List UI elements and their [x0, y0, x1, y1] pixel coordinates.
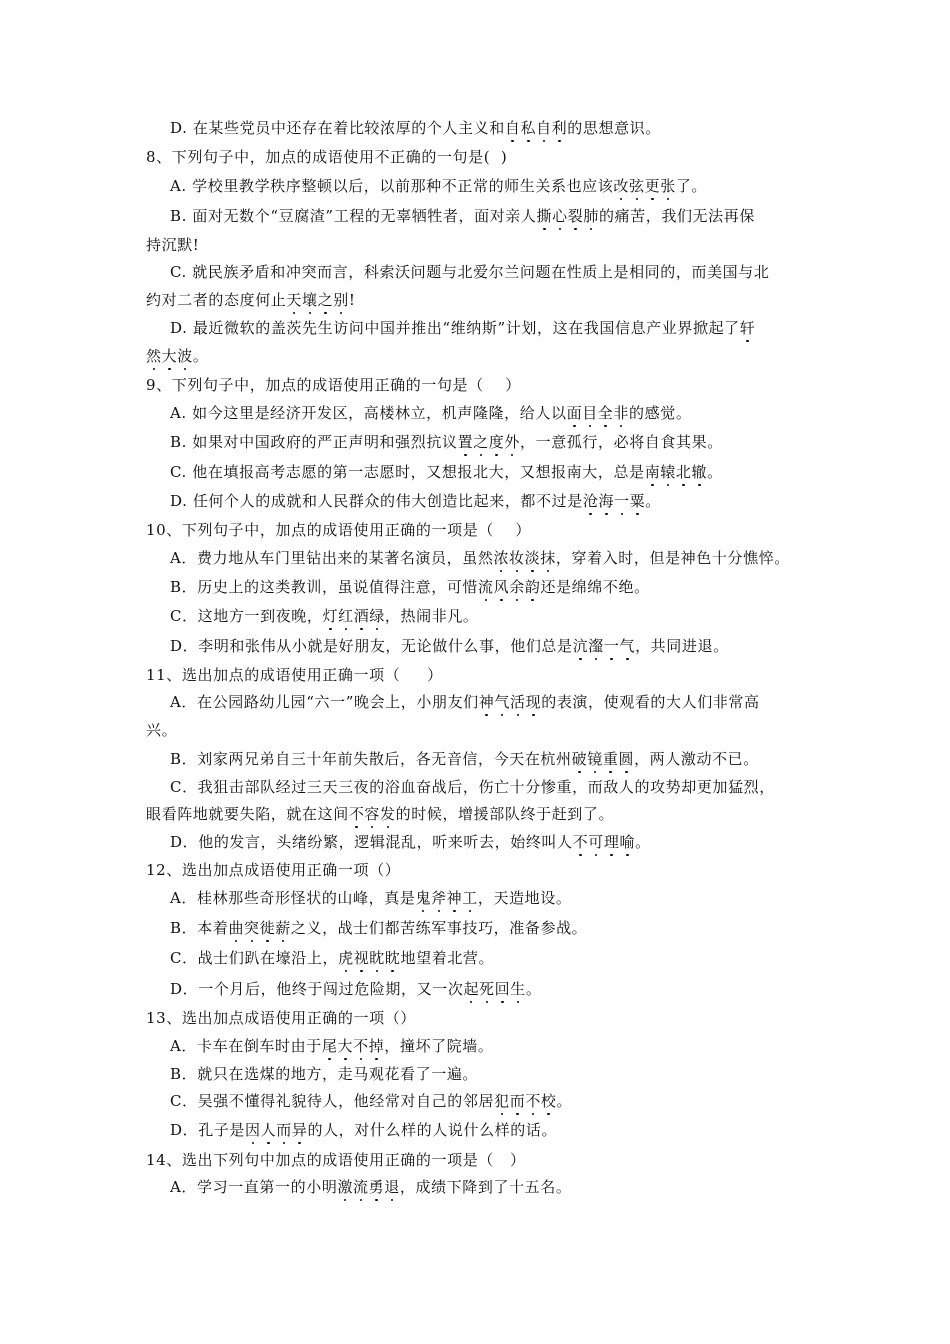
question-13-option-a — [170, 1036, 810, 1056]
line-text: A．卡车在倒车时由于 — [170, 1037, 322, 1055]
line-text: 持沉默! — [146, 236, 200, 254]
emphasized-idiom — [613, 177, 675, 195]
emphasis-dot-char: 大 — [161, 347, 178, 365]
line-text: C. 他在填报高考志愿的第一志愿时，又想报北大，又想报南大，总是 — [170, 463, 645, 481]
emphasis-dot-char: 斧 — [431, 889, 447, 907]
emphasis-dot-char: 心 — [552, 207, 568, 225]
emphasized-idiom — [322, 1037, 384, 1055]
emphasis-dot-char: 异 — [291, 1121, 308, 1139]
emphasis-dot-char: 重 — [602, 750, 619, 768]
emphasis-dot-char: 薪 — [275, 919, 291, 937]
question-10-title — [146, 520, 810, 540]
line-text: A. 学校里教学秩序整顿以后，以前那种不正常的师生关系也应该 — [170, 177, 614, 195]
emphasized-idiom — [567, 404, 629, 422]
emphasis-dot-char: 弦 — [628, 177, 645, 195]
emphasis-dot-char: 因 — [245, 1121, 261, 1139]
emphasis-dot-char: 妆 — [509, 549, 525, 567]
emphasized-idiom — [740, 319, 756, 337]
line-text: 还是绵绵不绝。 — [540, 578, 650, 596]
question-9-option-b — [170, 432, 810, 452]
emphasis-dot-char: 淡 — [524, 549, 541, 567]
emphasis-dot-char: 退 — [384, 1178, 400, 1196]
line-text: A．桂林那些奇形怪状的山峰，真是 — [170, 889, 416, 907]
line-text: 。 — [645, 492, 661, 510]
emphasis-dot-char: 校 — [540, 1092, 557, 1110]
emphasis-dot-char: 酒 — [353, 607, 370, 625]
emphasis-dot-char: 然 — [146, 347, 162, 365]
line-text: 之义，战士们都苦练军事技巧，准备参战。 — [290, 919, 588, 937]
emphasis-dot-char: 自 — [536, 119, 552, 137]
line-text: B．刘家两兄弟自三十年前失散后，各无音信，今天在杭州 — [170, 750, 572, 768]
emphasis-dot-char: 改 — [613, 177, 629, 195]
line-text: 。 — [635, 833, 651, 851]
question-14-title — [146, 1150, 810, 1170]
emphasis-dot-char: 非 — [613, 404, 630, 422]
line-text: 10、下列句子中，加点的成语使用正确的一项是（ ） — [146, 521, 531, 539]
emphasis-dot-char: 犯 — [494, 1092, 510, 1110]
line-text: B．历史上的这类教训，虽说值得注意，可惜 — [170, 578, 479, 596]
question-12-option-b — [170, 918, 810, 938]
line-text: 14、选出下列句中加点的成语使用正确的一项是（ ） — [146, 1151, 526, 1169]
line-text: ，共同进退。 — [635, 637, 729, 655]
question-11-title — [146, 665, 810, 685]
emphasis-dot-char: 气 — [619, 637, 636, 655]
emphasis-dot-char: 更 — [644, 177, 661, 195]
emphasis-dot-char: 大 — [337, 1037, 354, 1055]
line-text: 眼看阵地就要失陷，就在这间 — [146, 805, 349, 823]
emphasis-dot-char: 神 — [446, 889, 463, 907]
question-12-option-d — [170, 979, 810, 999]
question-13-option-d — [170, 1120, 810, 1140]
emphasized-idiom — [463, 980, 525, 998]
emphasis-dot-char: 北 — [675, 463, 692, 481]
emphasis-dot-char: 气 — [494, 693, 510, 711]
emphasis-dot-char: 镜 — [587, 750, 603, 768]
emphasis-dot-char: 眈 — [384, 949, 401, 967]
line-text: 了。 — [675, 177, 708, 195]
emphasis-dot-char: 人 — [260, 1121, 277, 1139]
emphasis-dot-char: 活 — [510, 693, 526, 711]
emphasized-idiom — [583, 492, 645, 510]
emphasized-idiom — [645, 463, 707, 481]
question-12-option-c — [170, 948, 810, 968]
question-9-option-d — [170, 491, 810, 511]
line-text: B．本着 — [170, 919, 229, 937]
emphasis-dot-char: 张 — [660, 177, 676, 195]
emphasis-dot-char: 抹 — [540, 549, 556, 567]
emphasis-dot-char: 尾 — [321, 1037, 338, 1055]
line-text: D．孔子是 — [170, 1121, 246, 1139]
emphasis-dot-char: 徙 — [259, 919, 276, 937]
question-8-option-b — [170, 206, 810, 226]
emphasis-dot-char: 掉 — [368, 1037, 385, 1055]
emphasis-dot-char: 可 — [588, 833, 604, 851]
emphasis-dot-char: 生 — [510, 980, 526, 998]
question-11-option-a-cont — [146, 720, 810, 740]
emphasis-dot-char: 韵 — [524, 578, 541, 596]
line-text: 11、选出加点的成语使用正确一项（ ） — [146, 666, 443, 684]
line-text: 约对二者的态度何止 — [146, 291, 287, 309]
line-text: C. 就民族矛盾和冲突而言，科索沃问题与北爱尔兰问题在性质上是相同的，而美国与北 — [170, 263, 770, 281]
emphasis-dot-char: 沆 — [572, 637, 589, 655]
emphasis-dot-char: 流 — [478, 578, 494, 596]
emphasis-dot-char: 不 — [572, 833, 589, 851]
question-11-option-c-cont — [146, 804, 810, 824]
emphasis-dot-char: 灯 — [322, 607, 339, 625]
emphasized-idiom — [573, 637, 635, 655]
emphasized-idiom — [415, 889, 477, 907]
line-text: ，两人激动不已。 — [634, 750, 759, 768]
line-text: 13、选出加点成语使用正确的一项（） — [146, 1009, 416, 1027]
emphasis-dot-char: 视 — [353, 949, 370, 967]
emphasis-dot-char: 裂 — [567, 207, 584, 225]
line-text: 8、下列句子中，加点的成语使用不正确的一句是( ) — [146, 148, 508, 166]
emphasis-dot-char: 起 — [463, 980, 480, 998]
emphasis-dot-char: 辙 — [691, 463, 708, 481]
emphasized-idiom — [494, 1092, 556, 1110]
emphasis-dot-char: 回 — [494, 980, 511, 998]
line-text: C．吴强不懂得礼貌待人，他经常对自己的邻居 — [170, 1092, 495, 1110]
emphasized-idiom — [338, 949, 400, 967]
emphasis-dot-char: 死 — [479, 980, 495, 998]
emphasis-dot-char: 鬼 — [415, 889, 432, 907]
line-text: 的思想意识。 — [567, 119, 661, 137]
emphasis-dot-char: 浓 — [493, 549, 510, 567]
emphasis-dot-char: 自 — [504, 119, 521, 137]
question-8-title — [146, 147, 810, 167]
line-text: D．他的发言，头绪纷繁，逻辑混乱，听来听去，始终叫人 — [170, 833, 573, 851]
line-text: 的表演，使观看的大人们非常高 — [541, 693, 760, 711]
question-13-title — [146, 1008, 810, 1028]
line-text: 12、选出加点成语使用正确一项（） — [146, 861, 401, 879]
line-text: C．这地方一到夜晚， — [170, 607, 323, 625]
emphasis-dot-char: 喻 — [619, 833, 636, 851]
question-11-option-d — [170, 832, 810, 852]
emphasis-dot-char: 之 — [317, 291, 334, 309]
line-text: C．我狙击部队经过三天三夜的浴血奋战后，伤亡十分惨重，而敌人的攻势却更加猛烈， — [170, 778, 775, 796]
emphasis-dot-char: 粟 — [629, 492, 646, 510]
question-11-option-a — [170, 692, 810, 712]
emphasis-dot-char: 面 — [566, 404, 583, 422]
question-12-title — [146, 860, 810, 880]
emphasis-dot-char: 海 — [598, 492, 615, 510]
line-text: D. 在某些党员中还存在着比较浓厚的个人主义和 — [170, 119, 505, 137]
question-14-option-a — [170, 1177, 810, 1197]
emphasized-idiom — [245, 1121, 307, 1139]
emphasis-dot-char: 利 — [551, 119, 568, 137]
question-12-option-a — [170, 888, 810, 908]
line-text: 。 — [525, 980, 542, 998]
question-8-option-a — [170, 176, 810, 196]
emphasis-dot-char: 红 — [338, 607, 354, 625]
emphasis-dot-char: 绿 — [369, 607, 385, 625]
question-8-option-d-cont — [146, 346, 810, 366]
emphasized-idiom — [286, 291, 348, 309]
emphasized-idiom — [228, 919, 290, 937]
emphasized-idiom — [478, 578, 540, 596]
emphasized-idiom — [505, 119, 567, 137]
emphasis-dot-char: 不 — [353, 1037, 369, 1055]
emphasis-dot-char: 神 — [478, 693, 495, 711]
emphasis-dot-char: 破 — [571, 750, 588, 768]
emphasis-dot-char: 而 — [509, 1092, 526, 1110]
line-text: A．在公园路幼儿园“六一”晚会上，小朋友们 — [170, 693, 479, 711]
emphasis-dot-char: 突 — [244, 919, 260, 937]
emphasis-dot-char: 目 — [582, 404, 598, 422]
line-text: D. 任何个人的成就和人民群众的伟大创造比起来，都不过是 — [170, 492, 583, 510]
line-text: 地望着北营。 — [400, 949, 495, 967]
line-text: 9、下列句子中，加点的成语使用正确的一句是（ ） — [146, 376, 521, 394]
question-11-option-c — [170, 777, 810, 797]
line-text: ，成绩下降到了十五名。 — [399, 1178, 572, 1196]
question-8-option-b-cont — [146, 235, 810, 255]
emphasis-dot-char: 余 — [509, 578, 525, 596]
emphasis-dot-char: 勇 — [368, 1178, 385, 1196]
emphasis-dot-char: 外 — [504, 433, 520, 451]
emphasis-dot-char: 之 — [473, 433, 489, 451]
emphasized-idiom — [573, 833, 635, 851]
option-d-line — [170, 118, 810, 138]
line-text: 的痛苦，我们无法再保 — [598, 207, 755, 225]
emphasized-idiom — [322, 607, 384, 625]
line-text: D. 最近微软的盖茨先生访问中国并推出“维纳斯”计划，这在我国信息产业界掀起了 — [170, 319, 740, 337]
emphasis-dot-char: 肺 — [583, 207, 599, 225]
emphasized-idiom — [458, 433, 520, 451]
emphasis-dot-char: 全 — [597, 404, 614, 422]
line-text: 的人，对什么样的人说什么样的话。 — [307, 1121, 558, 1139]
question-8-option-c — [170, 262, 810, 282]
line-text: D．一个月后，他终于闯过危险期，又一次 — [170, 980, 464, 998]
question-9-option-a — [170, 403, 810, 423]
emphasis-dot-char: 理 — [603, 833, 620, 851]
question-10-option-d — [170, 636, 810, 656]
emphasis-dot-char: 不 — [525, 1092, 541, 1110]
emphasis-dot-char: 轩 — [739, 319, 756, 337]
line-text: 兴。 — [146, 721, 178, 739]
emphasis-dot-char: 激 — [337, 1178, 354, 1196]
emphasis-dot-char: 一 — [614, 492, 630, 510]
emphasis-dot-char: 沧 — [582, 492, 599, 510]
emphasized-idiom — [337, 1178, 399, 1196]
emphasis-dot-char: 私 — [520, 119, 537, 137]
question-10-option-c — [170, 606, 810, 626]
emphasis-dot-char: 不 — [348, 805, 365, 823]
emphasis-dot-char: 壤 — [302, 291, 318, 309]
question-13-option-b — [170, 1064, 810, 1084]
emphasis-dot-char: 现 — [525, 693, 542, 711]
emphasis-dot-char: 曲 — [228, 919, 245, 937]
line-text: 。 — [556, 1092, 573, 1110]
emphasis-dot-char: 发 — [380, 805, 396, 823]
line-text: 。 — [707, 463, 723, 481]
emphasis-dot-char: 置 — [457, 433, 474, 451]
emphasis-dot-char: 流 — [353, 1178, 369, 1196]
emphasis-dot-char: 瀣 — [588, 637, 604, 655]
emphasis-dot-char: 眈 — [369, 949, 385, 967]
emphasized-idiom — [349, 805, 396, 823]
emphasis-dot-char: 撕 — [536, 207, 553, 225]
emphasis-dot-char: 别 — [333, 291, 349, 309]
line-text: A. 如今这里是经济开发区，高楼林立，机声隆隆，给人以 — [170, 404, 567, 422]
question-13-option-c — [170, 1091, 810, 1111]
line-text: B. 如果对中国政府的严正声明和强烈抗议 — [170, 433, 458, 451]
emphasis-dot-char: 南 — [644, 463, 661, 481]
line-text: B．就只在选煤的地方，走马观花看了一遍。 — [170, 1065, 479, 1083]
emphasis-dot-char: 而 — [276, 1121, 292, 1139]
line-text: 。 — [192, 347, 209, 365]
line-text: ，撞坏了院墙。 — [384, 1037, 494, 1055]
line-text: 的感觉。 — [629, 404, 692, 422]
line-text: A．费力地从车门里钻出来的某著名演员，虽然 — [170, 549, 494, 567]
line-text: ! — [348, 291, 356, 309]
emphasis-dot-char: 度 — [488, 433, 505, 451]
emphasis-dot-char: 天 — [286, 291, 303, 309]
question-11-option-b — [170, 749, 810, 769]
emphasis-dot-char: 风 — [493, 578, 510, 596]
emphasized-idiom — [537, 207, 599, 225]
line-text: D．李明和张伟从小就是好朋友，无论做什么事，他们总是 — [170, 637, 573, 655]
question-10-option-a — [170, 548, 810, 568]
emphasis-dot-char: 虎 — [338, 949, 354, 967]
emphasized-idiom — [146, 347, 193, 365]
emphasis-dot-char: 容 — [364, 805, 381, 823]
line-text: A．学习一直第一的小明 — [170, 1178, 338, 1196]
emphasis-dot-char: 一 — [603, 637, 620, 655]
emphasis-dot-char: 工 — [462, 889, 478, 907]
emphasis-dot-char: 辕 — [660, 463, 676, 481]
question-9-option-c — [170, 462, 810, 482]
emphasized-idiom — [479, 693, 541, 711]
question-10-option-b — [170, 577, 810, 597]
line-text: 的时候，增援部队终于赶到了。 — [395, 805, 615, 823]
line-text: B. 面对无数个“豆腐渣”工程的无辜牺牲者，面对亲人 — [170, 207, 537, 225]
line-text: C．战士们趴在壕沿上， — [170, 949, 339, 967]
line-text: ，穿着入时，但是神色十分憔悴。 — [555, 549, 790, 567]
question-8-option-d — [170, 318, 810, 338]
line-text: ，一意孤行，必将自食其果。 — [520, 433, 723, 451]
emphasis-dot-char: 波 — [177, 347, 193, 365]
question-9-title — [146, 375, 810, 395]
question-8-option-c-cont — [146, 290, 810, 310]
emphasized-idiom — [572, 750, 634, 768]
line-text: ，天造地设。 — [477, 889, 572, 907]
emphasis-dot-char: 圆 — [618, 750, 635, 768]
emphasized-idiom — [493, 549, 555, 567]
line-text: ，热闹非凡。 — [384, 607, 479, 625]
